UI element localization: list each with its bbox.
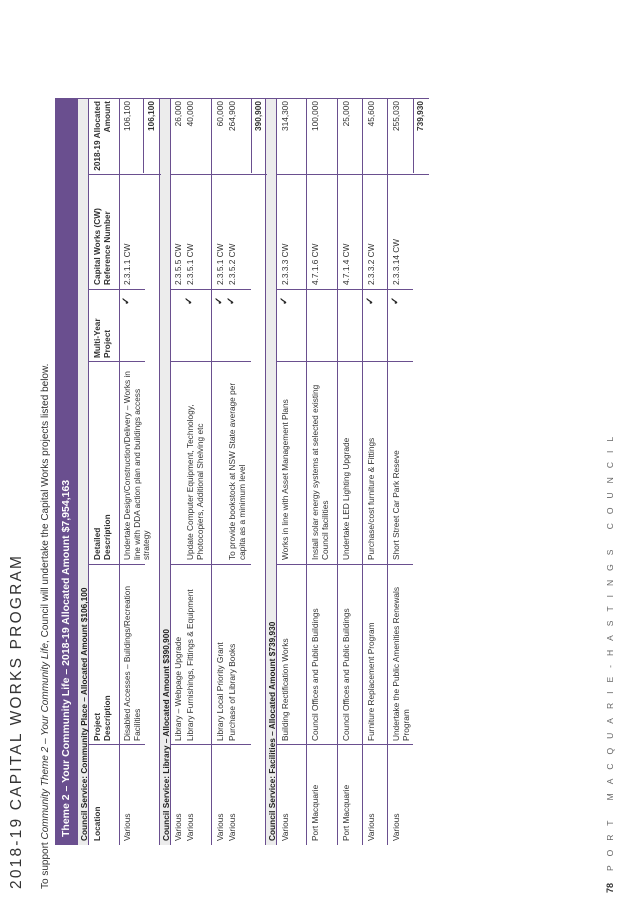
- cell-ref: 2.3.5.1 CW: [185, 243, 195, 285]
- cell-ref: 2.3.5.5 CW: [173, 243, 183, 285]
- intro-before: To support: [40, 839, 51, 889]
- subtotal-line: [143, 98, 144, 173]
- col-divider: [89, 174, 161, 175]
- cell-location: Various: [366, 813, 376, 841]
- col-detailed: Detailed Description: [92, 514, 112, 560]
- row-divider: [337, 98, 338, 845]
- row-divider: [306, 98, 307, 845]
- cell-amount: 45,600: [366, 101, 376, 127]
- col-project: Project Description: [92, 695, 112, 741]
- checkmark-icon: ✓: [184, 296, 195, 305]
- subtotal-line: [413, 98, 414, 173]
- cell-ref: 4.7.1.4 CW: [341, 243, 351, 285]
- cell-detailed: Install solar energy systems at selected existing Council facilities: [310, 384, 330, 560]
- checkmark-icon: ✓: [214, 296, 225, 305]
- col-divider: [171, 361, 251, 362]
- col-divider: [171, 744, 251, 745]
- cell-detailed: Undertake Design/Construction/Delivery – Works in line with DDA action plan and buildings access strategy: [122, 371, 152, 560]
- cell-detailed: To provide bookstock at NSW State average per capita as a minimum level: [227, 382, 247, 560]
- cell-location: Port Macquarie: [310, 784, 320, 841]
- cell-detailed: Update Computer Equipment, Technology, Photocopiers, Additional Shelving etc: [185, 404, 205, 560]
- cell-ref: 2.3.5.2 CW: [227, 243, 237, 285]
- section-total: 739,930: [415, 101, 425, 131]
- cell-project: Council Offices and Public Buildings: [341, 608, 351, 741]
- col-amount: 2018-19 Allocated Amount: [92, 101, 112, 171]
- section-header-community-place: Council Service: Community Place – Allocated Amount $106,100: [77, 98, 89, 845]
- cell-amount: 60,000: [215, 101, 225, 127]
- cell-ref: 4.7.1.6 CW: [310, 243, 320, 285]
- cell-project: Library Local Priority Grant: [215, 642, 225, 741]
- checkmark-icon: ✓: [226, 296, 237, 305]
- cell-project: Purchase of Library Books: [227, 643, 237, 741]
- page-number: 78: [605, 882, 615, 893]
- cell-detailed: Undertake LED Lighting Upgrade: [341, 437, 351, 560]
- cell-location: Various: [280, 813, 290, 841]
- cell-amount: 100,000: [310, 101, 320, 131]
- col-divider: [89, 564, 145, 565]
- section-header-facilities: Council Service: Facilities – Allocated Amount $739,930: [265, 98, 277, 845]
- cell-location: Various: [122, 813, 132, 841]
- cell-ref: 2.3.3.14 CW: [391, 238, 401, 285]
- cell-ref: 2.3.5.1 CW: [215, 243, 225, 285]
- footer-org-name: PORT MACQUARIE-HASTINGS COUNCIL: [605, 427, 615, 871]
- section-total: 106,100: [146, 101, 156, 131]
- cell-ref: 2.3.3.3 CW: [280, 243, 290, 285]
- cell-project: Furniture Replacement Program: [366, 622, 376, 741]
- cell-amount: 40,000: [185, 101, 195, 127]
- col-ref: Capital Works (CW) Reference Number: [92, 208, 112, 285]
- col-divider: [171, 289, 251, 290]
- intro-text: [40, 364, 51, 889]
- row-divider: [387, 98, 388, 845]
- section-total: 390,900: [253, 101, 263, 131]
- cell-project: Building Rectification Works: [280, 638, 290, 741]
- cell-detailed: Purchase/cost furniture & Fittings: [366, 437, 376, 560]
- col-location: Location: [92, 806, 102, 841]
- checkmark-icon: ✓: [279, 296, 290, 305]
- cell-project: Undertake the Public Amenities Renewals Program: [391, 586, 411, 741]
- theme-header: Theme 2 – Your Community Life – 2018-19 Allocated Amount $7,954,163: [55, 98, 77, 845]
- header-divider: [119, 98, 120, 845]
- cell-project: Library Furnishings, Fittings & Equipment: [185, 589, 195, 741]
- cell-amount: 25,000: [341, 101, 351, 127]
- checkmark-icon: ✓: [121, 296, 132, 305]
- cell-detailed: Short Street Car Park Reseve: [391, 450, 401, 560]
- cell-location: Various: [227, 813, 237, 841]
- col-divider: [171, 564, 251, 565]
- cell-amount: 314,300: [280, 101, 290, 131]
- intro-after: , Council will undertake the Capital Works projects listed below.: [40, 363, 51, 643]
- checkmark-icon: ✓: [390, 296, 401, 305]
- cell-ref: 2.3.3.2 CW: [366, 243, 376, 285]
- col-divider: [277, 289, 413, 290]
- cell-location: Port Macquarie: [341, 784, 351, 841]
- subtotal-line: [251, 98, 252, 173]
- cell-location: Various: [173, 813, 183, 841]
- cell-project: Council Offices and Public Buildings: [310, 608, 320, 741]
- cell-location: Various: [185, 813, 195, 841]
- checkmark-icon: ✓: [365, 296, 376, 305]
- col-divider: [277, 564, 413, 565]
- cell-amount: 264,900: [227, 101, 237, 131]
- col-divider: [89, 289, 145, 290]
- row-divider: [211, 98, 212, 845]
- row-divider: [362, 98, 363, 845]
- cell-detailed: Works in line with Asset Management Plans: [280, 399, 290, 560]
- col-divider: [89, 744, 145, 745]
- cell-ref: 2.3.1.1 CW: [122, 243, 132, 285]
- page-title: 2018-19 CAPITAL WORKS PROGRAM: [8, 553, 25, 889]
- cell-amount: 106,100: [122, 101, 132, 131]
- col-divider: [171, 174, 267, 175]
- cell-project: Disabled Accesses – Buildings/Recreation Facilities: [122, 586, 142, 741]
- intro-theme: Community Theme 2 – Your Community Life: [40, 642, 51, 840]
- cell-amount: 255,030: [391, 101, 401, 131]
- col-divider: [89, 361, 145, 362]
- cell-amount: 26,000: [173, 101, 183, 127]
- table-right-edge: [77, 98, 429, 99]
- col-divider: [277, 361, 413, 362]
- cell-project: Library – Webpage Upgrade: [173, 636, 183, 741]
- col-divider: [277, 744, 413, 745]
- cell-location: Various: [391, 813, 401, 841]
- col-divider: [277, 174, 429, 175]
- col-multiyear: Multi-Year Project: [92, 318, 112, 358]
- cell-location: Various: [215, 813, 225, 841]
- section-header-library: Council Service: Library – Allocated Amount $390,900: [159, 98, 171, 845]
